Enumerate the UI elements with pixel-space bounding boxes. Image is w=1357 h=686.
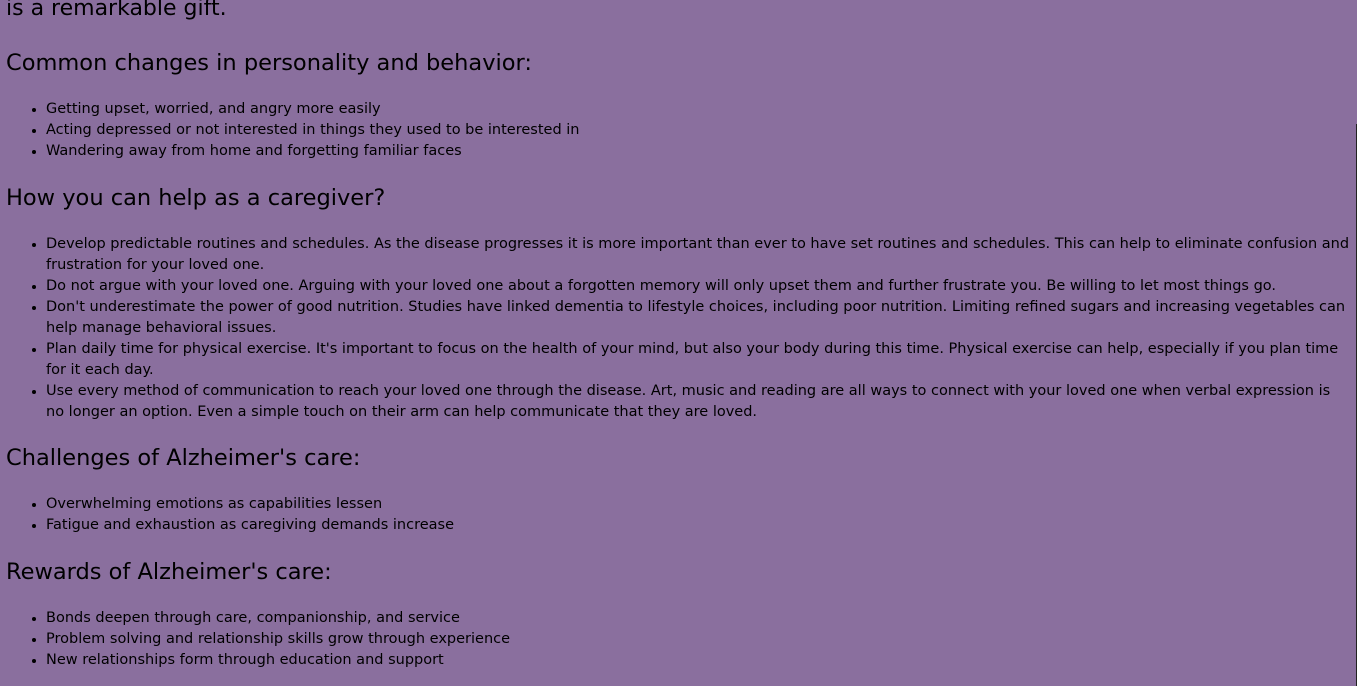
list-item: • Fatigue and exhaustion as caregiving demands increase bbox=[46, 515, 1351, 536]
intro-tail-text: is a remarkable gift. bbox=[6, 0, 227, 21]
help-heading: How you can help as a caregiver? bbox=[6, 185, 386, 211]
list-item: • Overwhelming emotions as capabilities lessen bbox=[46, 494, 1351, 515]
list-item: • New relationships form through education and support bbox=[46, 650, 1351, 671]
rewards-heading: Rewards of Alzheimer's care: bbox=[6, 559, 332, 585]
challenges-heading: Challenges of Alzheimer's care: bbox=[6, 445, 361, 471]
list-item: • Develop predictable routines and schedules. As the disease progresses it is more important than ever to have set routines and schedules. This can help to eliminate confusion and frustration for your loved one. bbox=[46, 234, 1351, 276]
list-item: • Plan daily time for physical exercise. It's important to focus on the health of your mind, but also your body during this time. Physical exercise can help, especially if you plan time for it each day. bbox=[46, 339, 1351, 381]
help-list bbox=[0, 234, 1351, 423]
personality-heading: Common changes in personality and behavior: bbox=[6, 50, 532, 76]
list-item: • Bonds deepen through care, companionship, and service bbox=[46, 608, 1351, 629]
list-item: • Acting depressed or not interested in things they used to be interested in bbox=[46, 120, 1351, 141]
rewards-list bbox=[0, 608, 1351, 671]
challenges-list bbox=[0, 494, 1351, 536]
list-item: • Do not argue with your loved one. Arguing with your loved one about a forgotten memory will only upset them and further frustrate you. Be willing to let most things go. bbox=[46, 276, 1351, 297]
personality-list bbox=[0, 99, 1351, 162]
list-item: • Getting upset, worried, and angry more easily bbox=[46, 99, 1351, 120]
list-item: • Problem solving and relationship skills grow through experience bbox=[46, 629, 1351, 650]
list-item: • Wandering away from home and forgetting familiar faces bbox=[46, 141, 1351, 162]
list-item: • Use every method of communication to reach your loved one through the disease. Art, music and reading are all ways to connect with your loved one when verbal expression is no longer an option. Even a simple touch on their arm can help communicate that they are loved. bbox=[46, 381, 1351, 423]
list-item: • Don't underestimate the power of good nutrition. Studies have linked dementia to lifestyle choices, including poor nutrition. Limiting refined sugars and increasing vegetables can help manage behavioral issues. bbox=[46, 297, 1351, 339]
